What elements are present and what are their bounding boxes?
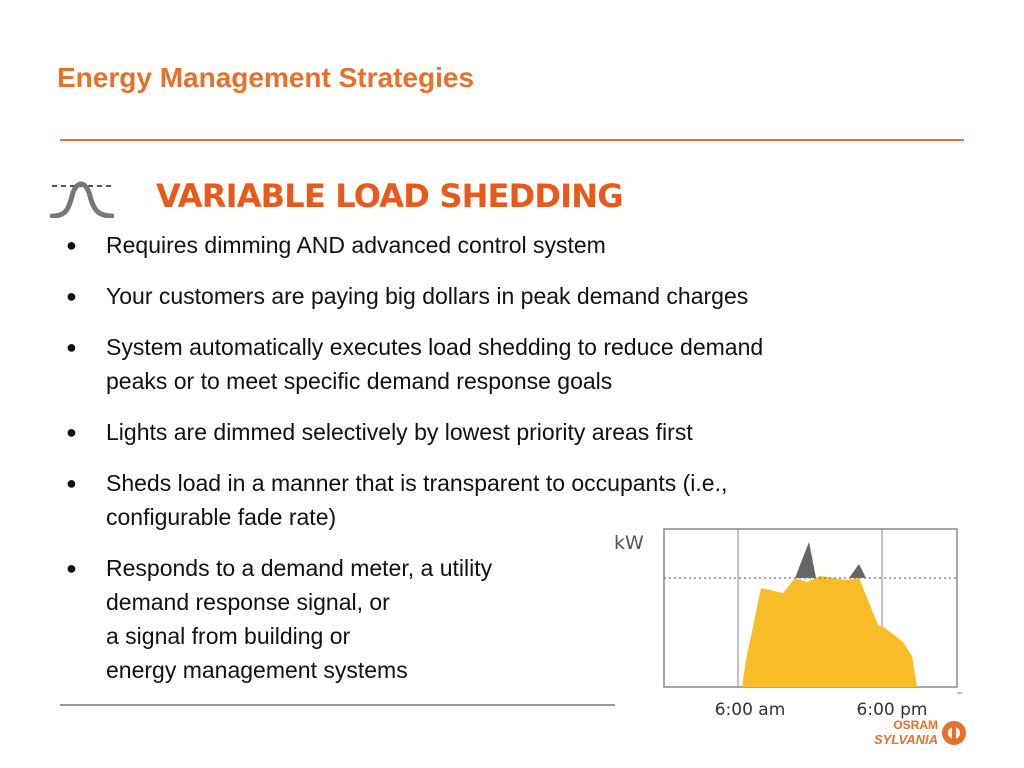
title-divider: [60, 139, 964, 141]
bullet-text: System automatically executes load shedding to reduce demand: [106, 334, 764, 360]
logo-sylvania: SYLVANIA: [873, 732, 938, 747]
bullet-dot: ●: [66, 473, 77, 493]
bullet-item: [64, 415, 944, 449]
bullet-dot: ●: [66, 422, 77, 442]
bullet-text: energy management systems: [106, 657, 408, 683]
bullet-text: a signal from building or: [106, 623, 351, 649]
chart-load-area: [742, 576, 917, 687]
chart-ylabel: kW: [614, 532, 644, 554]
bullet-dot: ●: [66, 558, 77, 578]
bullet-item: [64, 279, 944, 313]
bullet-text: peaks or to meet specific demand response goals: [106, 368, 613, 394]
bulb-icon-bar: [952, 727, 956, 739]
bullet-text: Responds to a demand meter, a utility: [106, 555, 493, 581]
osram-sylvania-logo: [858, 715, 968, 749]
bullet-dot: ●: [66, 286, 77, 306]
chart-xtick-6pm: 6:00 pm: [856, 700, 928, 720]
load-shedding-chart: [610, 520, 970, 725]
chart-xtick-6am: 6:00 am: [714, 700, 786, 720]
bottom-divider: [60, 704, 615, 706]
bullet-dot: ●: [66, 235, 77, 255]
slide-title: Energy Management Strategies: [57, 62, 475, 93]
bullet-item: [64, 228, 944, 262]
chart-svg: [610, 520, 970, 725]
load-curve-icon: [50, 174, 114, 218]
bullet-text: Lights are dimmed selectively by lowest priority areas first: [106, 419, 693, 445]
chart-shed-peak-2: [849, 564, 866, 578]
bullet-text: configurable fade rate): [106, 504, 337, 530]
logo-osram: OSRAM: [893, 718, 938, 732]
bullet-text: demand response signal, or: [106, 589, 390, 615]
bullet-text: Your customers are paying big dollars in peak demand charges: [106, 283, 749, 309]
bullet-text: Requires dimming AND advanced control system: [106, 232, 606, 258]
bullet-dot: ●: [66, 337, 77, 357]
chart-shed-peak-1: [795, 542, 816, 578]
section-heading: VARIABLE LOAD SHEDDING: [156, 177, 623, 215]
bullet-item: [64, 330, 944, 398]
bullet-text: Sheds load in a manner that is transparent to occupants (i.e.,: [106, 470, 728, 496]
